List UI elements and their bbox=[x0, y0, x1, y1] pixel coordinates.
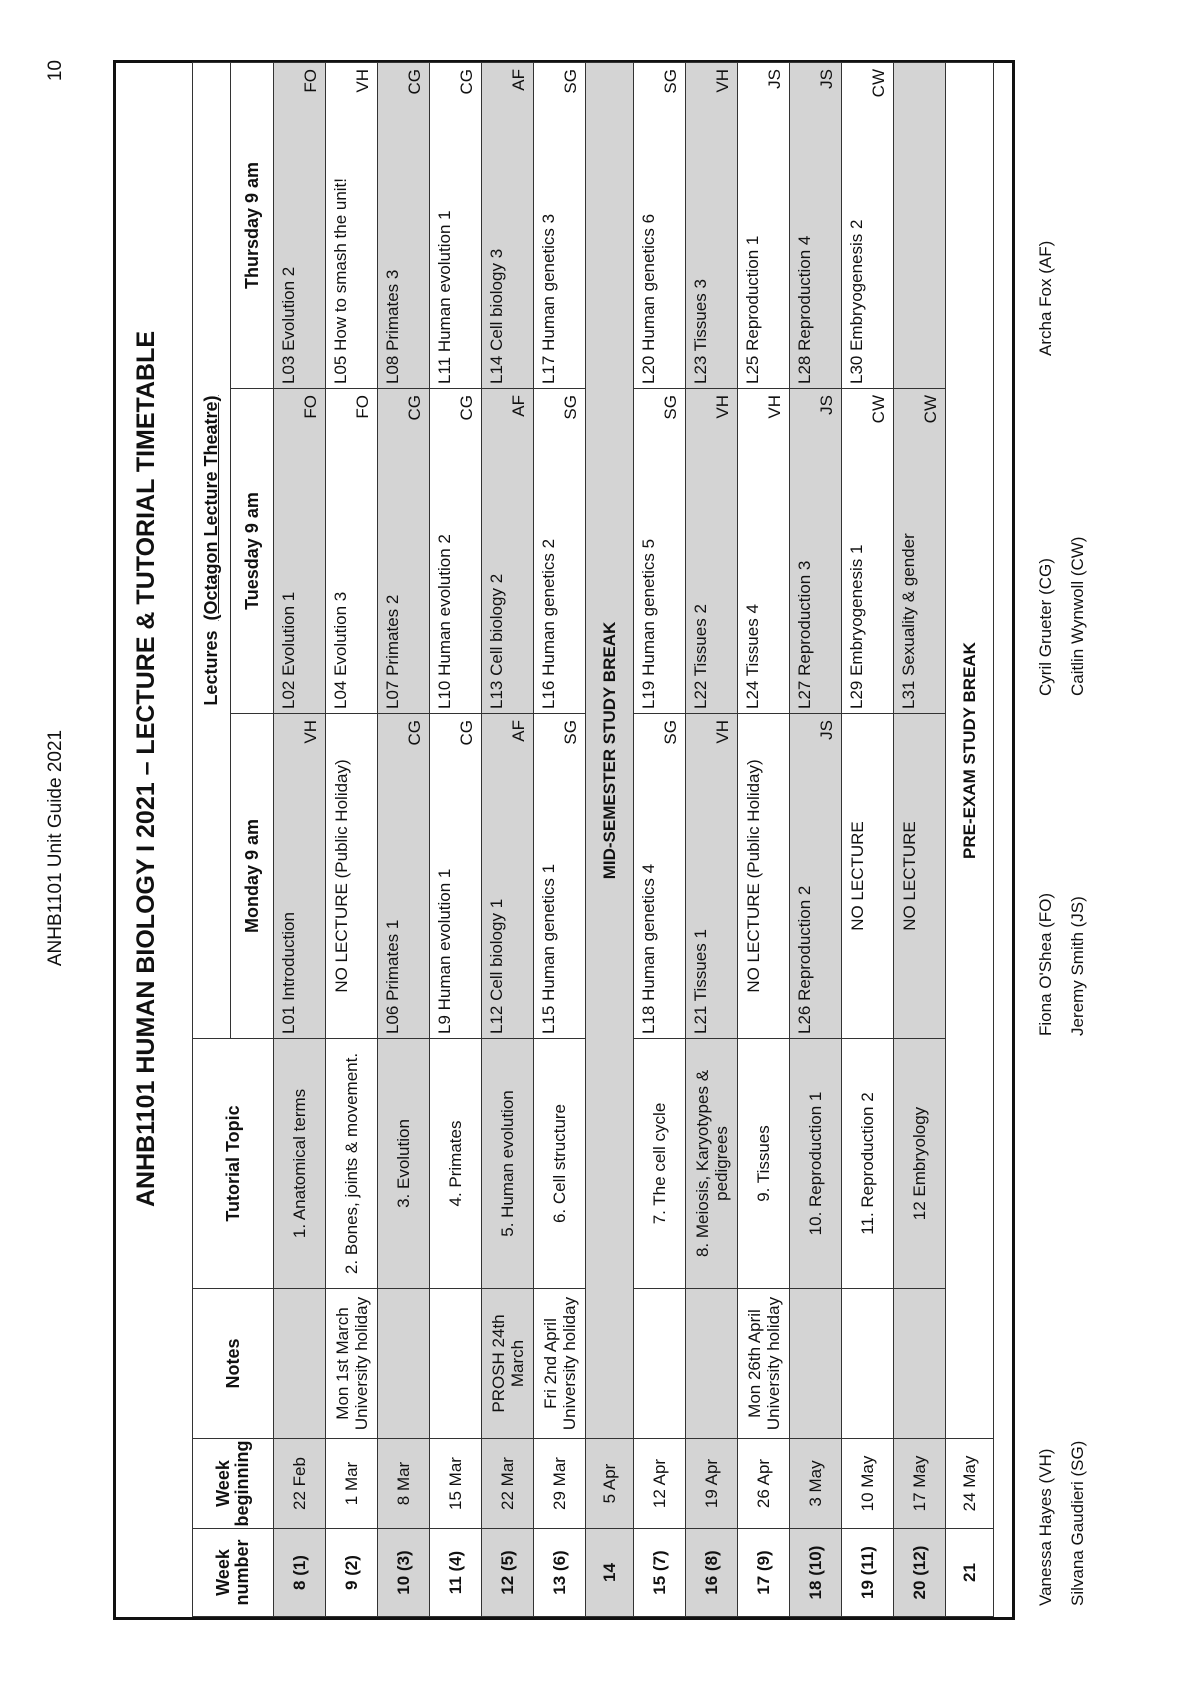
table-row bbox=[586, 63, 634, 1617]
tutorial-topic-text: 3. Evolution bbox=[394, 1119, 413, 1208]
week-number bbox=[274, 1529, 326, 1617]
thursday-lecture bbox=[634, 63, 686, 389]
week-number-text: 8 (1) bbox=[290, 1555, 309, 1590]
lecturer-initials: VH bbox=[352, 69, 372, 93]
lecturer-initials: VH bbox=[712, 69, 732, 93]
week-number bbox=[430, 1529, 482, 1617]
lecture-title: L13 Cell biology 2 bbox=[486, 573, 506, 709]
lecture-title: L17 Human genetics 3 bbox=[538, 213, 558, 384]
week-beginning-text: 17 May bbox=[910, 1455, 929, 1512]
thursday-lecture bbox=[274, 63, 326, 389]
tutorial-topic bbox=[634, 1039, 686, 1289]
week-number-text: 12 (5) bbox=[498, 1550, 517, 1595]
monday-lecture bbox=[686, 714, 738, 1039]
week-number-text: 19 (11) bbox=[858, 1546, 877, 1599]
week-number-text: 11 (4) bbox=[446, 1550, 465, 1595]
staff-col-4 bbox=[1030, 241, 1062, 356]
table-row bbox=[378, 63, 430, 1617]
lecturer-initials: AF bbox=[508, 395, 528, 417]
lecture-title: L23 Tissues 3 bbox=[690, 279, 710, 384]
notes-cell-text: Fri 2nd April University holiday bbox=[540, 1296, 579, 1431]
week-beginning bbox=[686, 1439, 738, 1529]
lecture-title: L04 Evolution 3 bbox=[330, 591, 350, 709]
staff-name: Fiona O'Shea (FO) bbox=[1036, 892, 1055, 1036]
week-beginning-text: 3 May bbox=[806, 1460, 825, 1507]
week-number bbox=[634, 1529, 686, 1617]
monday-lecture bbox=[378, 714, 430, 1039]
tuesday-lecture bbox=[634, 389, 686, 714]
table-row bbox=[894, 63, 946, 1617]
week-beginning bbox=[586, 1439, 634, 1529]
timetable-frame bbox=[113, 60, 1015, 1620]
tuesday-lecture bbox=[738, 389, 790, 714]
notes-cell bbox=[534, 1289, 586, 1439]
lecturer-initials: CG bbox=[404, 720, 424, 746]
lecturer-initials: CW bbox=[868, 69, 888, 98]
week-number bbox=[842, 1529, 894, 1617]
thursday-lecture bbox=[326, 63, 378, 389]
col-week-beginning: Week beginning bbox=[193, 1439, 274, 1529]
week-number bbox=[326, 1529, 378, 1617]
lecture-title: L30 Embryogenesis 2 bbox=[846, 219, 866, 384]
lecture-title: L19 Human genetics 5 bbox=[638, 538, 658, 709]
week-beginning-text: 15 Mar bbox=[446, 1457, 465, 1510]
tuesday-lecture bbox=[534, 389, 586, 714]
col-week-number: Week number bbox=[193, 1529, 274, 1617]
col-monday: Monday 9 am bbox=[231, 714, 274, 1039]
lecture-title: L05 How to smash the unit! bbox=[330, 177, 350, 384]
staff-name: Cyril Grueter (CG) bbox=[1036, 558, 1055, 696]
table-row bbox=[534, 63, 586, 1617]
staff-col-1 bbox=[1030, 1441, 1094, 1606]
thursday-lecture bbox=[894, 63, 946, 389]
week-beginning-text: 29 Mar bbox=[550, 1457, 569, 1510]
lecturer-initials: SG bbox=[560, 395, 580, 420]
notes-cell bbox=[790, 1289, 842, 1439]
week-number-text: 13 (6) bbox=[550, 1550, 569, 1595]
lecture-title: L21 Tissues 1 bbox=[690, 929, 710, 1034]
timetable bbox=[192, 62, 994, 1617]
lecture-title: NO LECTURE bbox=[847, 821, 867, 931]
week-beginning bbox=[378, 1439, 430, 1529]
lecture-title: L31 Sexuality & gender bbox=[898, 533, 918, 709]
week-beginning-text: 22 Feb bbox=[290, 1457, 309, 1510]
week-beginning bbox=[738, 1439, 790, 1529]
lecture-title: L29 Embryogenesis 1 bbox=[846, 544, 866, 709]
staff-name: Jeremy Smith (JS) bbox=[1068, 896, 1087, 1036]
lecturer-initials: SG bbox=[660, 720, 680, 745]
lecture-title: NO LECTURE (Public Holiday) bbox=[743, 759, 763, 993]
lecturer-initials: SG bbox=[560, 720, 580, 745]
table-row bbox=[326, 63, 378, 1617]
week-beginning-text: 26 Apr bbox=[754, 1458, 773, 1509]
thursday-lecture bbox=[534, 63, 586, 389]
table-row bbox=[430, 63, 482, 1617]
tuesday-lecture bbox=[274, 389, 326, 714]
week-beginning bbox=[326, 1439, 378, 1529]
week-beginning-text: 22 Mar bbox=[498, 1457, 517, 1510]
lecturer-initials: SG bbox=[560, 69, 580, 94]
notes-cell-text: PROSH 24th March bbox=[488, 1314, 527, 1413]
monday-lecture bbox=[634, 714, 686, 1039]
monday-lecture bbox=[274, 714, 326, 1039]
week-number-text: 14 bbox=[600, 1563, 619, 1582]
notes-cell bbox=[842, 1289, 894, 1439]
tutorial-topic bbox=[790, 1039, 842, 1289]
lecture-title: L01 Introduction bbox=[278, 912, 298, 1034]
tuesday-lecture bbox=[686, 389, 738, 714]
lecture-title: L03 Evolution 2 bbox=[278, 266, 298, 384]
monday-lecture bbox=[482, 714, 534, 1039]
thursday-lecture bbox=[430, 63, 482, 389]
table-row bbox=[842, 63, 894, 1617]
staff-name: Silvana Gaudieri (SG) bbox=[1068, 1440, 1087, 1606]
staff-col-2 bbox=[1030, 893, 1094, 1036]
thursday-lecture bbox=[842, 63, 894, 389]
week-number bbox=[586, 1529, 634, 1617]
tuesday-lecture bbox=[842, 389, 894, 714]
week-beginning bbox=[534, 1439, 586, 1529]
tutorial-topic-text: 11. Reproduction 2 bbox=[858, 1092, 877, 1235]
col-notes: Notes bbox=[193, 1289, 274, 1439]
lecture-title: L07 Primates 2 bbox=[382, 594, 402, 709]
study-break: MID-SEMESTER STUDY BREAK bbox=[586, 63, 634, 1439]
lecturer-initials: JS bbox=[816, 395, 836, 415]
tutorial-topic-text: 6. Cell structure bbox=[550, 1103, 569, 1224]
week-number-text: 21 bbox=[960, 1563, 979, 1582]
col-tuesday: Tuesday 9 am bbox=[231, 389, 274, 714]
week-beginning-text: 24 May bbox=[960, 1455, 979, 1512]
week-beginning bbox=[482, 1439, 534, 1529]
tutorial-topic-text: 2. Bones, joints & movement. bbox=[342, 1052, 361, 1275]
week-number-text: 10 (3) bbox=[394, 1550, 413, 1595]
week-number bbox=[946, 1529, 994, 1617]
lecturer-initials: SG bbox=[660, 395, 680, 420]
notes-cell bbox=[738, 1289, 790, 1439]
lecturer-initials: AF bbox=[508, 720, 528, 742]
lecturer-initials: CG bbox=[456, 69, 476, 95]
lecture-title: L15 Human genetics 1 bbox=[538, 863, 558, 1034]
lecture-title: L11 Human evolution 1 bbox=[434, 210, 454, 384]
monday-lecture bbox=[430, 714, 482, 1039]
table-row bbox=[274, 63, 326, 1617]
tutorial-topic bbox=[430, 1039, 482, 1289]
table-row bbox=[634, 63, 686, 1617]
week-beginning-text: 10 May bbox=[858, 1455, 877, 1512]
tutorial-topic bbox=[894, 1039, 946, 1289]
table-row bbox=[790, 63, 842, 1617]
notes-cell bbox=[894, 1289, 946, 1439]
col-tutorial: Tutorial Topic bbox=[193, 1039, 274, 1289]
lecture-title: L14 Cell biology 3 bbox=[486, 248, 506, 384]
table-row bbox=[946, 63, 994, 1617]
lecturer-initials: JS bbox=[816, 720, 836, 740]
tutorial-topic-text: 12 Embryology bbox=[910, 1106, 929, 1221]
lecture-title: L28 Reproduction 4 bbox=[794, 235, 814, 384]
week-number bbox=[378, 1529, 430, 1617]
lecturer-initials: VH bbox=[764, 395, 784, 419]
lecturer-initials: CW bbox=[868, 395, 888, 424]
lecturer-initials: CG bbox=[404, 395, 424, 421]
lecturer-initials: FO bbox=[300, 395, 320, 419]
page-number: 10 bbox=[45, 60, 66, 82]
thursday-lecture bbox=[378, 63, 430, 389]
week-number bbox=[534, 1529, 586, 1617]
thursday-lecture bbox=[738, 63, 790, 389]
lecture-title: L12 Cell biology 1 bbox=[486, 898, 506, 1034]
staff-col-3 bbox=[1030, 537, 1094, 696]
lecturer-initials: VH bbox=[712, 395, 732, 419]
monday-lecture bbox=[790, 714, 842, 1039]
monday-lecture bbox=[842, 714, 894, 1039]
tuesday-lecture bbox=[378, 389, 430, 714]
tutorial-topic-text: 1. Anatomical terms bbox=[290, 1088, 309, 1239]
notes-cell bbox=[378, 1289, 430, 1439]
tutorial-topic-text: 9. Tissues bbox=[754, 1125, 773, 1202]
tutorial-topic-text: 8. Meiosis, Karyotypes & pedigrees bbox=[692, 1069, 731, 1258]
lecturer-initials: CG bbox=[456, 720, 476, 746]
lecturer-initials: CW bbox=[920, 395, 940, 424]
week-beginning bbox=[634, 1439, 686, 1529]
lecturer-initials: SG bbox=[660, 69, 680, 94]
tutorial-topic bbox=[842, 1039, 894, 1289]
guide-header: ANHB1101 Unit Guide 2021 bbox=[45, 729, 66, 967]
tutorial-topic bbox=[482, 1039, 534, 1289]
timetable-title: ANHB1101 HUMAN BIOLOGY I 2021 – LECTURE & TUTORIAL TIMETABLE bbox=[132, 330, 160, 1208]
tutorial-topic bbox=[326, 1039, 378, 1289]
theatre-label: (Octagon Lecture Theatre) bbox=[201, 395, 222, 621]
notes-cell bbox=[274, 1289, 326, 1439]
week-beginning-text: 5 Apr bbox=[600, 1463, 619, 1504]
monday-lecture bbox=[738, 714, 790, 1039]
week-beginning bbox=[842, 1439, 894, 1529]
week-number bbox=[790, 1529, 842, 1617]
notes-cell bbox=[634, 1289, 686, 1439]
week-beginning-text: 19 Apr bbox=[702, 1458, 721, 1509]
timetable-body bbox=[274, 63, 994, 1617]
lecturer-initials: FO bbox=[300, 69, 320, 93]
staff-name: Caitlin Wynwoll (CW) bbox=[1068, 536, 1087, 696]
tuesday-lecture bbox=[894, 389, 946, 714]
monday-lecture bbox=[326, 714, 378, 1039]
week-beginning-text: 1 Mar bbox=[342, 1461, 361, 1506]
lecture-title: L25 Reproduction 1 bbox=[742, 235, 762, 384]
staff-name: Archa Fox (AF) bbox=[1036, 240, 1055, 356]
tuesday-lecture bbox=[430, 389, 482, 714]
staff-name: Vanessa Hayes (VH) bbox=[1036, 1448, 1055, 1606]
lecture-title: L06 Primates 1 bbox=[382, 919, 402, 1034]
lecture-title: L02 Evolution 1 bbox=[278, 591, 298, 709]
notes-cell bbox=[686, 1289, 738, 1439]
thursday-lecture bbox=[790, 63, 842, 389]
lecture-title: NO LECTURE bbox=[899, 821, 919, 931]
week-beginning bbox=[894, 1439, 946, 1529]
tutorial-topic bbox=[738, 1039, 790, 1289]
week-number-text: 9 (2) bbox=[342, 1555, 361, 1590]
tuesday-lecture bbox=[326, 389, 378, 714]
week-number-text: 18 (10) bbox=[806, 1545, 825, 1600]
lecture-title: L24 Tissues 4 bbox=[742, 604, 762, 709]
tutorial-topic bbox=[534, 1039, 586, 1289]
lecture-title: L27 Reproduction 3 bbox=[794, 560, 814, 709]
tuesday-lecture bbox=[790, 389, 842, 714]
week-number-text: 16 (8) bbox=[702, 1550, 721, 1595]
lecturer-initials: AF bbox=[508, 69, 528, 91]
week-beginning-text: 12 Apr bbox=[650, 1458, 669, 1509]
notes-cell bbox=[430, 1289, 482, 1439]
week-number bbox=[738, 1529, 790, 1617]
lecture-title: L10 Human evolution 2 bbox=[434, 534, 454, 709]
lecture-title: L9 Human evolution 1 bbox=[434, 868, 454, 1034]
lecturer-initials: VH bbox=[712, 720, 732, 744]
tuesday-lecture bbox=[482, 389, 534, 714]
week-number bbox=[482, 1529, 534, 1617]
tutorial-topic-text: 7. The cell cycle bbox=[650, 1102, 669, 1225]
notes-cell bbox=[326, 1289, 378, 1439]
thursday-lecture bbox=[686, 63, 738, 389]
week-beginning bbox=[790, 1439, 842, 1529]
monday-lecture bbox=[534, 714, 586, 1039]
lecturer-initials: CG bbox=[404, 69, 424, 95]
table-row bbox=[686, 63, 738, 1617]
lecturer-initials: FO bbox=[352, 395, 372, 419]
week-number-text: 17 (9) bbox=[754, 1550, 773, 1595]
lecturer-initials: JS bbox=[764, 69, 784, 89]
tutorial-topic-text: 10. Reproduction 1 bbox=[806, 1091, 825, 1236]
lecture-title: L20 Human genetics 6 bbox=[638, 213, 658, 384]
week-beginning bbox=[274, 1439, 326, 1529]
week-number-text: 20 (12) bbox=[910, 1545, 929, 1600]
week-beginning bbox=[430, 1439, 482, 1529]
week-number bbox=[894, 1529, 946, 1617]
lecture-title: L26 Reproduction 2 bbox=[794, 885, 814, 1034]
lecture-title: L16 Human genetics 2 bbox=[538, 538, 558, 709]
lecture-title: L08 Primates 3 bbox=[382, 269, 402, 384]
lecture-title: L18 Human genetics 4 bbox=[638, 863, 658, 1034]
tutorial-topic-text: 5. Human evolution bbox=[498, 1090, 517, 1237]
lecturer-initials: JS bbox=[816, 69, 836, 89]
thursday-lecture bbox=[482, 63, 534, 389]
table-row bbox=[482, 63, 534, 1617]
col-thursday: Thursday 9 am bbox=[231, 63, 274, 389]
notes-cell bbox=[482, 1289, 534, 1439]
lecturer-initials: CG bbox=[456, 395, 476, 421]
lecturer-initials: VH bbox=[300, 720, 320, 744]
week-number-text: 15 (7) bbox=[650, 1550, 669, 1595]
study-break: PRE-EXAM STUDY BREAK bbox=[946, 63, 994, 1439]
week-beginning-text: 8 Mar bbox=[394, 1461, 413, 1506]
tutorial-topic-text: 4. Primates bbox=[446, 1120, 465, 1207]
notes-cell-text: Mon 26th April University holiday bbox=[744, 1296, 783, 1431]
lecture-title: NO LECTURE (Public Holiday) bbox=[331, 759, 351, 993]
table-row bbox=[738, 63, 790, 1617]
week-number bbox=[686, 1529, 738, 1617]
week-beginning bbox=[946, 1439, 994, 1529]
lecture-title: L22 Tissues 2 bbox=[690, 604, 710, 709]
tutorial-topic bbox=[378, 1039, 430, 1289]
tutorial-topic bbox=[686, 1039, 738, 1289]
monday-lecture bbox=[894, 714, 946, 1039]
lectures-heading: Lectures (Octagon Lecture Theatre) bbox=[193, 63, 231, 1039]
notes-cell-text: Mon 1st March University holiday bbox=[332, 1296, 371, 1431]
tutorial-topic bbox=[274, 1039, 326, 1289]
